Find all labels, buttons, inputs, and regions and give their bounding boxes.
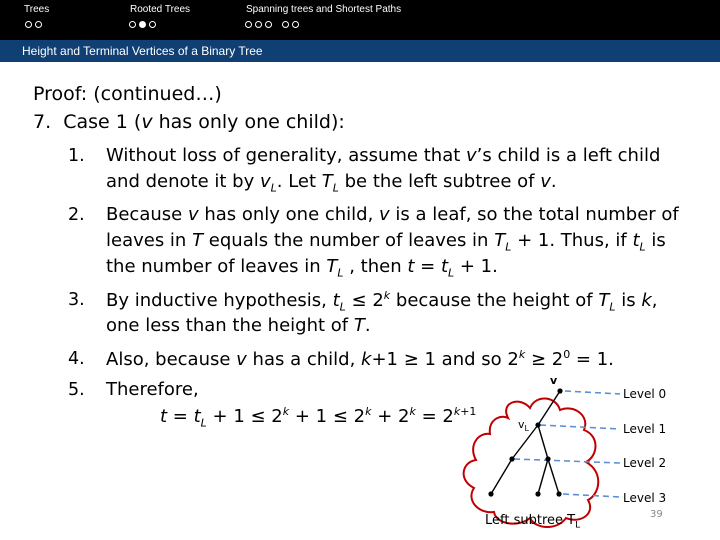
level-3-label: Level 3 <box>623 491 667 505</box>
page-number: 39 <box>650 509 663 520</box>
edge-l2b-l3c <box>548 459 559 494</box>
vertex-vl-label: $v_L$ <box>518 418 529 434</box>
item-5-line-2: $t = t_L + 1 \le 2^k + 1 \le 2^k + 2^k = 2^{k+1}$ <box>160 405 477 430</box>
vertex-v <box>557 388 562 393</box>
vertex-vl <box>535 422 540 427</box>
vertex-level3-c <box>556 491 561 496</box>
proof-heading: Proof: (continued…) <box>33 83 222 105</box>
item-1-line-1: Without loss of generality, assume that v’s child is a left child <box>106 145 661 166</box>
level-1-line <box>540 425 620 429</box>
item-3-line-1: By inductive hypothesis, $t_L \le 2^k$ because the height of $T_L$ is k, <box>106 289 658 314</box>
level-2-line <box>514 459 620 463</box>
item-3-line-2: one less than the height of T. <box>106 315 371 336</box>
item-number: 2. <box>68 205 85 225</box>
item-number: 4. <box>68 349 85 369</box>
left-subtree-caption: Left subtree $T_L$ <box>485 513 581 531</box>
edge-l2a-l3a <box>491 459 512 494</box>
item-4-line-1: Also, because v has a child, k+1 ≥ 1 and so $2^k \ge 2^0 = 1$. <box>106 348 614 370</box>
item-number: 5. <box>68 380 85 400</box>
item-2-line-2: leaves in T equals the number of leaves in $T_L + 1$. Thus, if $t_L$ is <box>106 230 666 254</box>
nav-section-rooted-trees[interactable]: Rooted Trees <box>130 4 191 15</box>
edge-vl-right <box>538 425 548 459</box>
item-number: 1. <box>68 146 85 166</box>
level-1-label: Level 1 <box>623 422 667 436</box>
item-number: 3. <box>68 290 85 310</box>
vertex-level3-a <box>488 491 493 496</box>
item-2-line-1: Because v has only one child, v is a leaf, so the total number of <box>106 204 679 225</box>
level-0-label: Level 0 <box>623 387 667 401</box>
left-subtree-cloud <box>464 398 599 527</box>
vertex-v-label: v <box>550 374 558 387</box>
vertex-level3-b <box>535 491 540 496</box>
vertex-level2-b <box>545 456 550 461</box>
level-0-line <box>565 391 620 394</box>
edge-l2b-l3b <box>538 459 548 494</box>
nav-section-trees[interactable]: Trees <box>24 4 50 15</box>
item-2-line-3: the number of leaves in $T_L$ , then $t = t_L + 1$. <box>106 256 498 280</box>
nav-section-spanning[interactable]: Spanning trees and Shortest Paths <box>246 4 402 15</box>
slide-subtitle: Height and Terminal Vertices of a Binary Tree <box>22 44 263 58</box>
level-2-label: Level 2 <box>623 456 667 470</box>
item-5-line-1: Therefore, <box>106 379 199 400</box>
edge-v-vl <box>538 391 560 425</box>
item-1-line-2: and denote it by $v_L$. Let $T_L$ be the left subtree of v. <box>106 171 557 195</box>
case-heading: 7. Case 1 (v has only one child): <box>33 111 345 133</box>
vertex-level2-a <box>509 456 514 461</box>
